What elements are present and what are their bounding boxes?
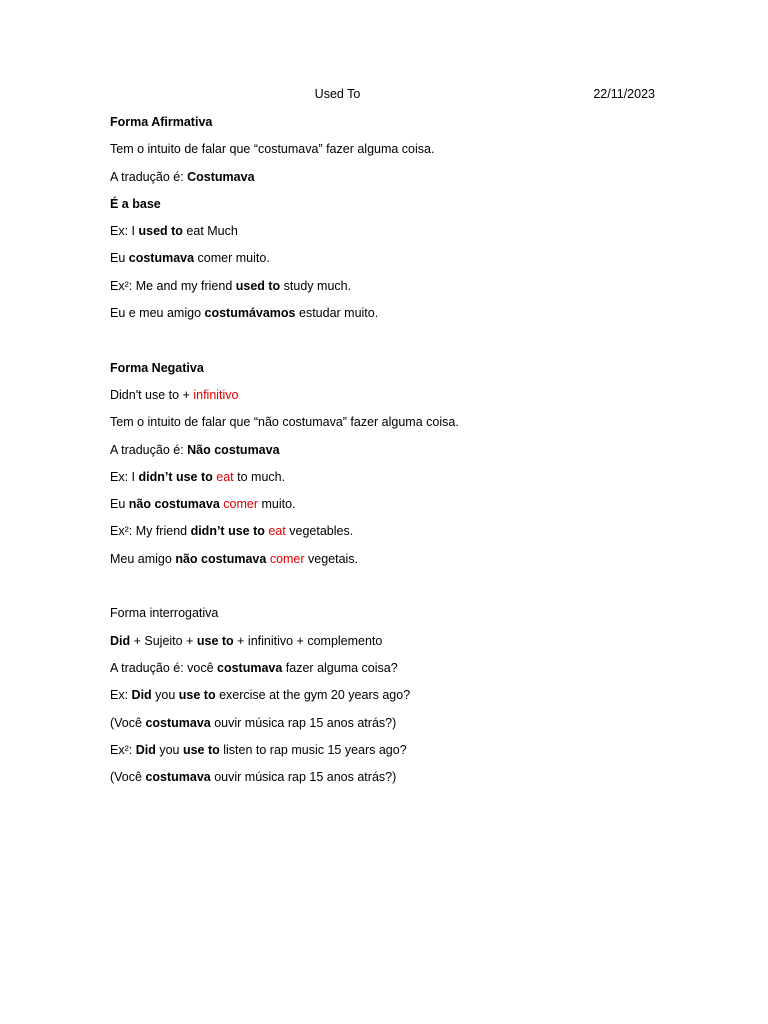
negative-example-2-translation: Meu amigo não costumava comer vegetais. — [110, 551, 359, 566]
affirmative-translation-line: A tradução é: Costumava — [110, 169, 255, 184]
section-spacer — [110, 578, 670, 605]
document-date: 22/11/2023 — [593, 87, 655, 101]
section-spacer — [110, 332, 670, 359]
interrogative-structure-line: Did + Sujeito + use to + infinitivo + complemento — [110, 633, 383, 648]
interrogative-example-1-translation: (Você costumava ouvir música rap 15 anos atrás?) — [110, 715, 397, 730]
interrogative-example-1: Ex: Did you use to exercise at the gym 20 years ago? — [110, 688, 411, 703]
affirmative-example-2: Ex²: Me and my friend used to study much. — [110, 278, 352, 293]
document-title: Used To — [314, 87, 361, 101]
affirmative-example-1-translation: Eu costumava comer muito. — [110, 251, 270, 266]
interrogative-heading: Forma interrogativa — [110, 606, 219, 621]
affirmative-intent-line: Tem o intuito de falar que “costumava” fazer alguma coisa. — [110, 142, 435, 157]
negative-translation-line: A tradução é: Não costumava — [110, 442, 280, 457]
interrogative-example-2-translation: (Você costumava ouvir música rap 15 anos atrás?) — [110, 770, 397, 785]
document-body — [110, 114, 670, 796]
negative-example-2: Ex²: My friend didn’t use to eat vegetables. — [110, 524, 354, 539]
interrogative-example-2: Ex²: Did you use to listen to rap music 15 years ago? — [110, 742, 407, 757]
affirmative-base-line: É a base — [110, 196, 161, 211]
negative-heading: Forma Negativa — [110, 360, 204, 375]
interrogative-translation-line: A tradução é: você costumava fazer alguma coisa? — [110, 660, 398, 675]
affirmative-heading: Forma Afirmativa — [110, 115, 213, 129]
negative-structure-line: Didn't use to + infinitivo — [110, 387, 239, 402]
negative-intent-line: Tem o intuito de falar que “não costumava” fazer alguma coisa. — [110, 415, 459, 430]
negative-example-1: Ex: I didn’t use to eat to much. — [110, 469, 286, 484]
negative-example-1-translation: Eu não costumava comer muito. — [110, 497, 296, 512]
affirmative-example-2-translation: Eu e meu amigo costumávamos estudar muito. — [110, 306, 379, 321]
affirmative-example-1: Ex: I used to eat Much — [110, 224, 238, 239]
